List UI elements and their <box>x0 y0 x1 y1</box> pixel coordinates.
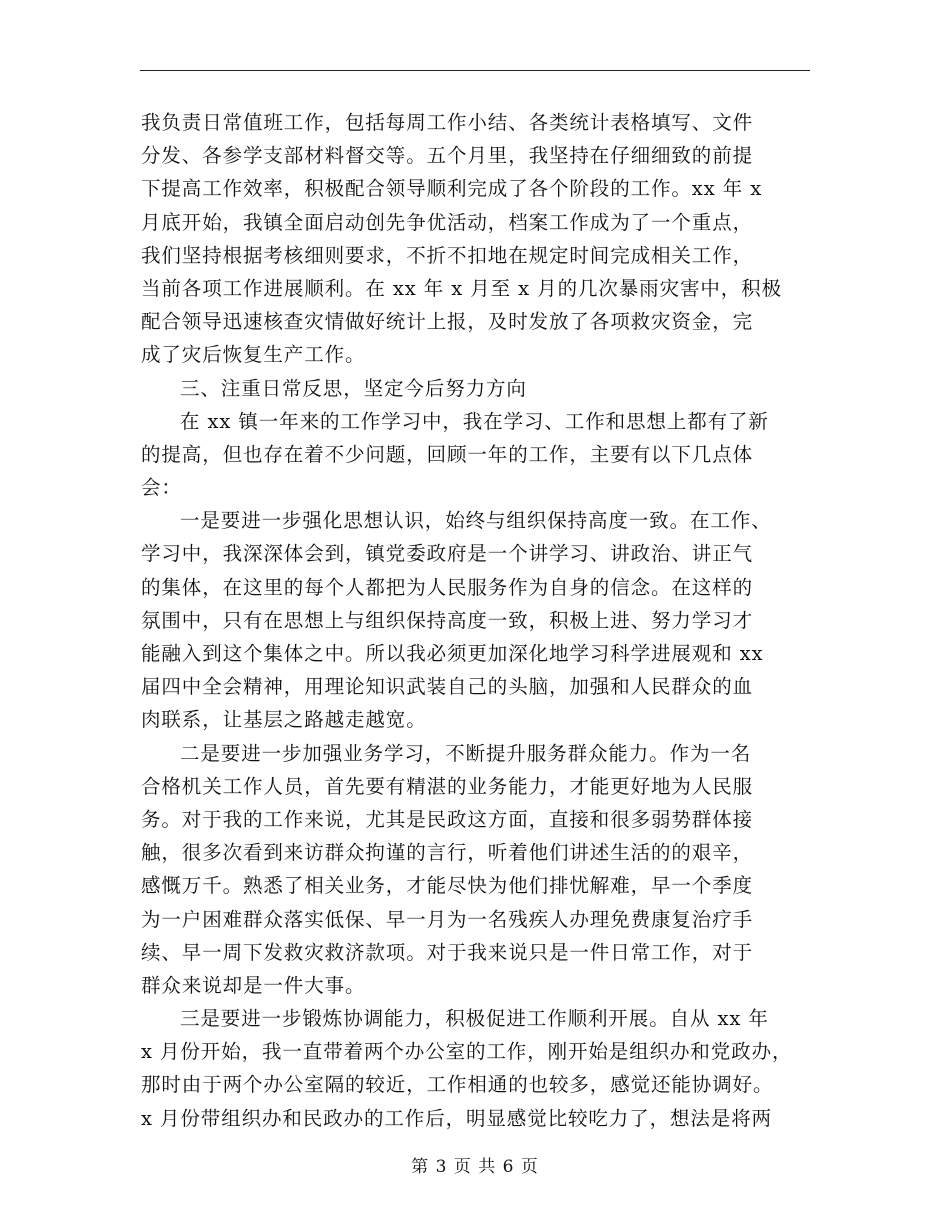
text-line: 月底开始，我镇全面启动创先争优活动，档案工作成为了一个重点， <box>141 210 754 234</box>
text-line: x 月份带组织办和民政办的工作后，明显感觉比较吃力了，想法是将两 <box>141 1106 772 1130</box>
text-line: 三是要进一步锻炼协调能力，积极促进工作顺利开展。自从 xx 年 <box>180 1007 769 1031</box>
text-line: 我们坚持根据考核细则要求，不折不扣地在规定时间完成相关工作， <box>141 243 754 267</box>
document-body <box>141 106 811 1135</box>
text-line: 下提高工作效率，积极配合领导顺利完成了各个阶段的工作。xx 年 x <box>141 177 763 201</box>
text-line: 肉联系，让基层之路越走越宽。 <box>141 708 427 732</box>
text-line: 三、注重日常反思，坚定今后努力方向 <box>180 376 527 400</box>
text-line: 在 xx 镇一年来的工作学习中，我在学习、工作和思想上都有了新 <box>180 409 769 433</box>
text-line: 合格机关工作人员，首先要有精湛的业务能力，才能更好地为人民服 <box>141 774 754 798</box>
text-line: 会： <box>141 476 182 500</box>
text-line: 当前各项工作进展顺利。在 xx 年 x 月至 x 月的几次暴雨灾害中，积极 <box>141 276 782 300</box>
text-line: 续、早一周下发救灾救济款项。对于我来说只是一件日常工作，对于 <box>141 940 754 964</box>
text-line: 群众来说却是一件大事。 <box>141 973 366 997</box>
text-line: 配合领导迅速核查灾情做好统计上报，及时发放了各项救灾资金，完 <box>141 310 754 334</box>
text-line: 分发、各参学支部材料督交等。五个月里，我坚持在仔细细致的前提 <box>141 144 754 168</box>
text-line: 我负责日常值班工作，包括每周工作小结、各类统计表格填写、文件 <box>141 111 754 134</box>
text-line: 务。对于我的工作来说，尤其是民政这方面，直接和很多弱势群体接 <box>141 807 754 831</box>
text-line: x 月份开始，我一直带着两个办公室的工作，刚开始是组织办和党政办， <box>141 1040 793 1064</box>
text-line: 触，很多次看到来访群众拘谨的言行，听着他们讲述生活的的艰辛， <box>141 841 754 865</box>
text-line: 的集体，在这里的每个人都把为人民服务作为自身的信念。在这样的 <box>141 575 754 599</box>
text-line: 氛围中，只有在思想上与组织保持高度一致，积极上进、努力学习才 <box>141 608 754 632</box>
text-line: 能融入到这个集体之中。所以我必须更加深化地学习科学进展观和 xx <box>141 642 764 665</box>
text-line: 一是要进一步强化思想认识，始终与组织保持高度一致。在工作、 <box>180 509 772 533</box>
header-rule <box>140 70 810 71</box>
text-line: 的提高，但也存在着不少问题，回顾一年的工作，主要有以下几点体 <box>141 442 754 466</box>
text-line: 为一户困难群众落实低保、早一月为一名残疾人办理免费康复治疗手 <box>141 907 754 931</box>
text-line: 学习中，我深深体会到，镇党委政府是一个讲学习、讲政治、讲正气 <box>141 542 754 566</box>
text-line: 届四中全会精神，用理论知识武装自己的头脑，加强和人民群众的血 <box>141 675 754 699</box>
text-line: 感慨万千。熟悉了相关业务，才能尽快为他们排忧解难，早一个季度 <box>141 874 754 898</box>
page-number: 第 3 页 共 6 页 <box>411 1157 539 1177</box>
text-line: 二是要进一步加强业务学习，不断提升服务群众能力。作为一名 <box>180 741 752 765</box>
text-line: 成了灾后恢复生产工作。 <box>141 343 366 367</box>
text-line: 那时由于两个办公室隔的较近，工作相通的也较多，感觉还能协调好。 <box>141 1073 774 1097</box>
